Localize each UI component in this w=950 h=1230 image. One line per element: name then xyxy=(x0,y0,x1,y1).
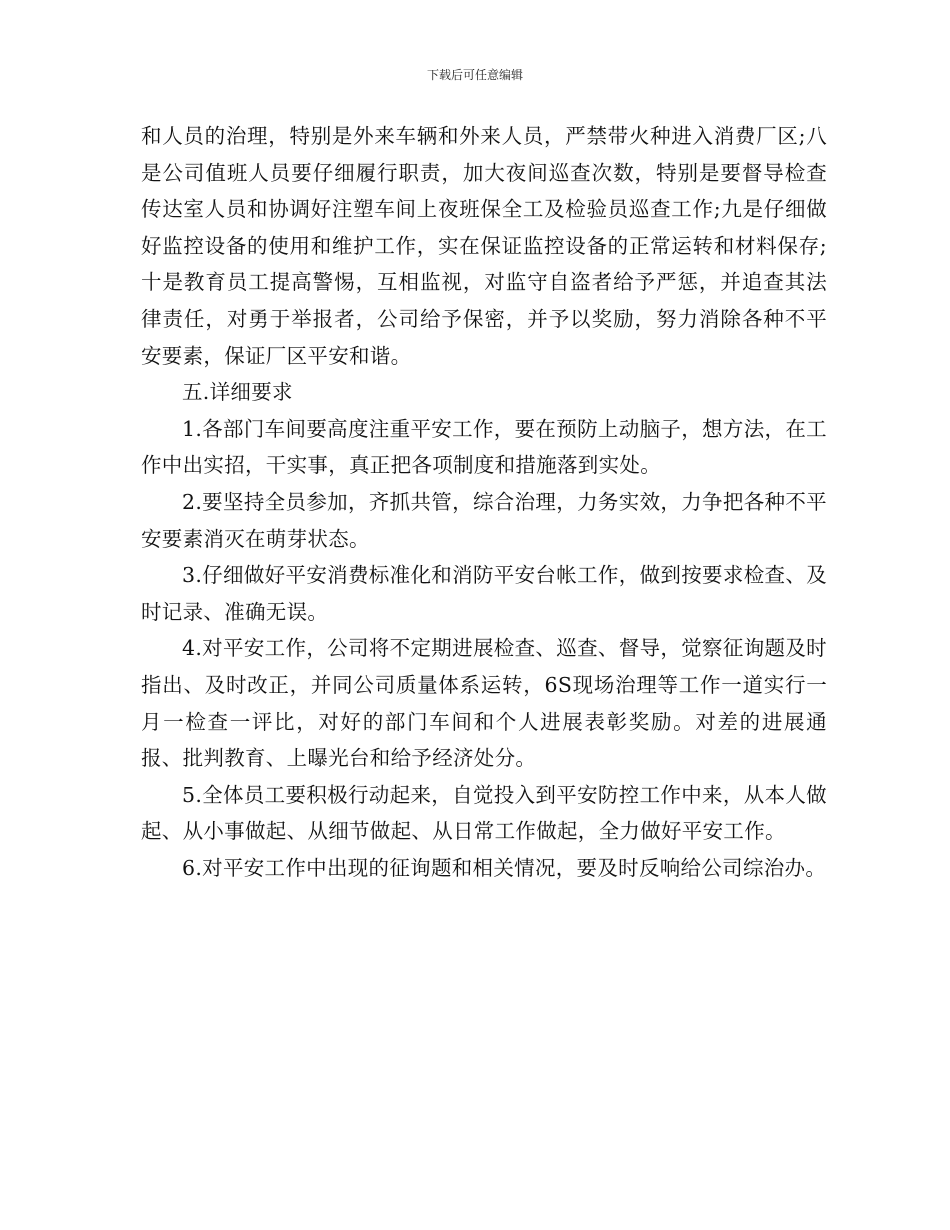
paragraph-continuation: 和人员的治理，特别是外来车辆和外来人员，严禁带火种进入消费厂区;八是公司值班人员要仔细履行职责，加大夜间巡查次数，特别是要督导检查传达室人员和协调好注塑车间上夜班保全工及检验员巡查工作;九是仔细做好监控设备的使用和维护工作，实在保证监控设备的正常运转和材料保存;十是教育员工提高警惕，互相监视，对监守自盗者给予严惩，并追查其法律责任，对勇于举报者，公司给予保密，并予以奖励，努力消除各种不平安要素，保证厂区平安和谐。 xyxy=(141,124,827,368)
paragraph-item-1: 1.各部门车间要高度注重平安工作，要在预防上动脑子，想方法，在工作中出实招，干实事，真正把各项制度和措施落到实处。 xyxy=(141,416,827,478)
paragraph-item-3: 3.仔细做好平安消费标准化和消防平安台帐工作，做到按要求检查、及时记录、准确无误。 xyxy=(141,563,827,624)
paragraph-item-4: 4.对平安工作，公司将不定期进展检查、巡查、督导，觉察征询题及时指出、及时改正，并同公司质量体系运转，6S现场治理等工作一道实行一月一检查一评比，对好的部门车间和个人进展表彰奖励。对差的进展通报、批判教育、上曝光台和给予经济处分。 xyxy=(141,636,827,771)
page-header: 下载后可任意编辑 xyxy=(426,68,523,82)
paragraph-item-2: 2.要坚持全员参加，齐抓共管，综合治理，力务实效，力争把各种不平安要素消灭在萌芽状态。 xyxy=(141,489,827,551)
paragraph-item-6: 6.对平安工作中出现的征询题和相关情况，要及时反响给公司综治办。 xyxy=(182,855,827,880)
section-heading: 五.详细要求 xyxy=(182,380,293,405)
paragraph-item-5: 5.全体员工要积极行动起来，自觉投入到平安防控工作中来，从本人做起、从小事做起、从细节做起、从日常工作做起，全力做好平安工作。 xyxy=(141,782,827,844)
document-body xyxy=(141,118,827,886)
